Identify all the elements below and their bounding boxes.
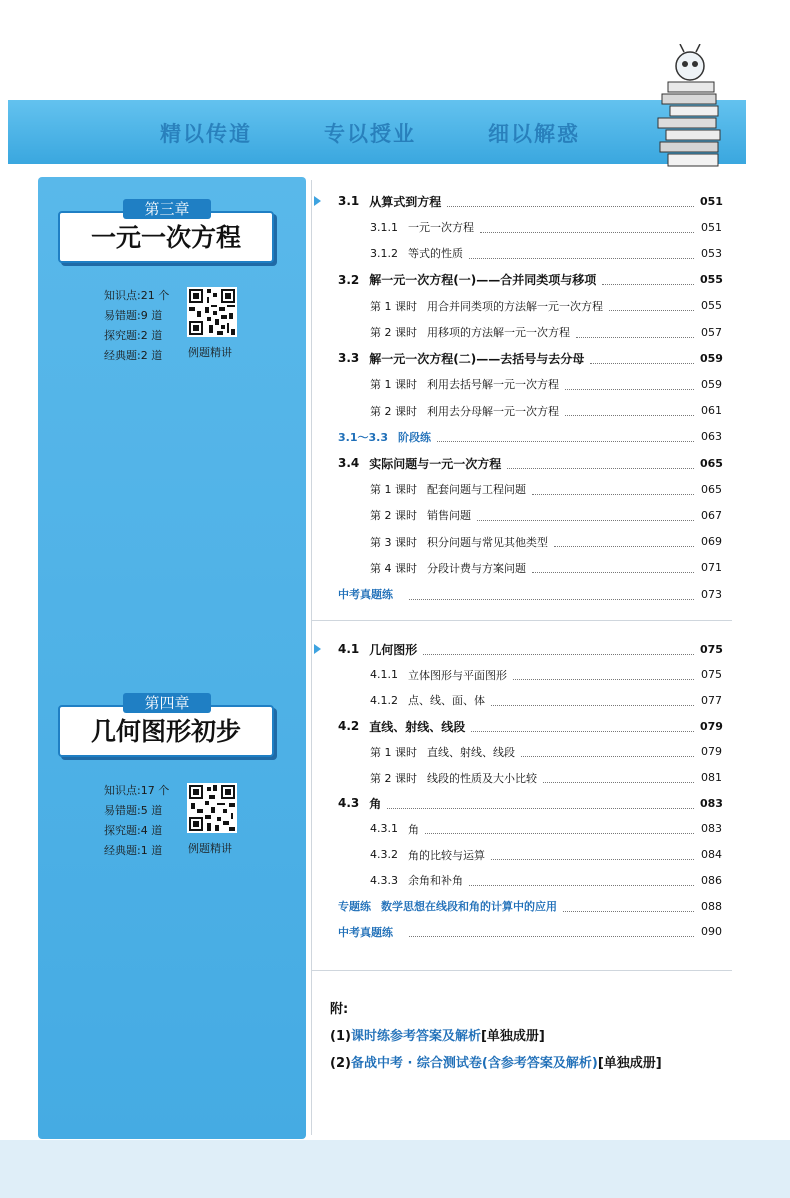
toc-leader-dots: [609, 300, 694, 311]
toc-entry-number: 第 4 课时: [370, 561, 417, 575]
toc-entry-title: 销售问题: [427, 509, 471, 523]
toc-leader-dots: [576, 327, 694, 338]
chapter-4-stats: [104, 781, 169, 861]
toc-entry-number: 3.3: [338, 351, 360, 366]
chapter-4-title: 几何图形初步: [58, 705, 274, 757]
toc-entry-page: 071: [701, 561, 722, 575]
toc-entry[interactable]: [338, 896, 722, 916]
toc-leader-dots: [590, 353, 694, 364]
toc-leader-dots: [563, 901, 694, 912]
toc-entry-number: 第 1 课时: [370, 299, 417, 313]
appendix-item-1[interactable]: [330, 1025, 545, 1044]
qr-code-icon[interactable]: [187, 287, 237, 337]
toc-entry-number: 第 2 课时: [370, 509, 417, 523]
stat-knowledge: 知识点:21 个: [104, 289, 170, 302]
toc-entry-title: 用移项的方法解一元一次方程: [427, 326, 570, 339]
toc-entry[interactable]: [370, 742, 722, 762]
toc-entry-number: 第 2 课时: [370, 326, 417, 339]
toc-entry-title: 角: [369, 796, 382, 811]
toc-entry-page: 079: [700, 719, 723, 733]
toc-entry-number: 第 3 课时: [370, 535, 417, 549]
toc-entry-page: 055: [700, 273, 723, 287]
banner-slogans: [160, 118, 580, 148]
stat-knowledge: 知识点:17 个: [104, 784, 170, 797]
toc-entry[interactable]: [338, 348, 722, 368]
toc-entry-page: 081: [701, 771, 722, 784]
toc-entry-title: 分段计费与方案问题: [427, 561, 526, 575]
toc-leader-dots: [477, 510, 694, 521]
toc-entry-page: 055: [701, 299, 722, 313]
toc-entry-title: 解一元一次方程(一)——合并同类项与移项: [369, 273, 597, 288]
toc-leader-dots: [507, 458, 694, 469]
toc-entry-number: 3.1.1: [370, 220, 398, 234]
toc-entry-number: 3.2: [338, 272, 360, 287]
table-of-contents: [312, 180, 732, 1135]
chapter-panel: [38, 177, 306, 1139]
toc-entry[interactable]: [338, 453, 722, 473]
toc-entry[interactable]: [370, 690, 722, 710]
toc-entry-number: 3.1: [338, 194, 360, 208]
toc-leader-dots: [447, 196, 694, 207]
toc-entry-title: 直线、射线、线段: [369, 719, 466, 734]
toc-entry[interactable]: [338, 793, 722, 813]
toc-entry[interactable]: [370, 845, 722, 865]
toc-entry-number: 第 1 课时: [370, 483, 417, 497]
toc-entry-title: 线段的性质及大小比较: [427, 771, 537, 785]
toc-entry-page: 086: [701, 873, 722, 887]
book-stack-illustration: [656, 44, 724, 172]
toc-entry-number: 中考真题练: [338, 925, 393, 939]
toc-leader-dots: [543, 772, 694, 783]
toc-entry[interactable]: [370, 532, 722, 552]
stat-classic: 经典题:2 道: [104, 349, 163, 362]
toc-leader-dots: [554, 536, 694, 547]
slogan-2: 专以授业: [324, 122, 416, 146]
toc-entry-page: 079: [701, 745, 722, 759]
chapter-3-stats: [104, 286, 169, 366]
stat-explore: 探究题:2 道: [104, 329, 163, 342]
toc-entry[interactable]: [370, 870, 722, 890]
stat-error-prone: 易错题:5 道: [104, 804, 163, 817]
qr-caption: 例题精讲: [188, 842, 232, 855]
toc-entry-number: 4.1: [338, 642, 360, 656]
toc-entry[interactable]: [370, 768, 722, 788]
toc-entry-title: 利用去括号解一元一次方程: [427, 378, 559, 392]
appendix-item-2[interactable]: [330, 1052, 662, 1071]
chapter-3-marker-icon: [314, 196, 321, 206]
toc-entry-title: 直线、射线、线段: [427, 745, 515, 759]
toc-entry-page: 063: [701, 430, 722, 444]
toc-entry-page: 059: [700, 351, 723, 365]
toc-entry[interactable]: [370, 819, 722, 839]
toc-leader-dots: [423, 644, 694, 655]
toc-entry-page: 075: [701, 668, 722, 682]
toc-leader-dots: [469, 875, 694, 886]
toc-leader-dots: [565, 405, 694, 416]
toc-entry-page: 073: [701, 587, 722, 601]
toc-entry-number: 3.1～3.3: [338, 430, 388, 444]
toc-entry-page: 059: [701, 377, 722, 391]
chapter-3-title: 一元一次方程: [58, 211, 274, 263]
toc-leader-dots: [513, 669, 694, 680]
toc-leader-dots: [521, 746, 694, 757]
toc-entry-title: 解一元一次方程(二)——去括号与去分母: [369, 351, 585, 366]
section-divider: [312, 970, 732, 971]
toc-leader-dots: [425, 823, 694, 834]
toc-leader-dots: [480, 222, 694, 233]
toc-entry-number: 专题练: [338, 900, 371, 913]
toc-entry-number: 中考真题练: [338, 588, 393, 601]
toc-entry-page: 057: [701, 325, 722, 339]
section-divider: [312, 620, 732, 621]
appendix-item-2-suffix: [单独成册]: [597, 1056, 662, 1071]
toc-entry-page: 067: [701, 508, 722, 522]
toc-entry-title: 从算式到方程: [369, 194, 442, 209]
toc-entry-title: 一元一次方程: [408, 221, 474, 235]
toc-entry-title: 实际问题与一元一次方程: [369, 456, 502, 471]
toc-entry-title: 积分问题与常见其他类型: [427, 535, 548, 549]
toc-entry-page: 061: [701, 404, 722, 418]
toc-leader-dots: [565, 379, 694, 390]
toc-leader-dots: [491, 849, 694, 860]
toc-entry-number: 第 1 课时: [370, 745, 417, 759]
qr-code-icon[interactable]: [187, 783, 237, 833]
stat-classic: 经典题:1 道: [104, 844, 163, 857]
toc-entry[interactable]: [370, 374, 722, 394]
toc-entry[interactable]: [370, 322, 722, 342]
toc-entry[interactable]: [370, 401, 722, 421]
qr-caption: 例题精讲: [188, 346, 232, 359]
toc-entry[interactable]: [338, 639, 722, 659]
toc-leader-dots: [471, 721, 694, 732]
stat-explore: 探究题:4 道: [104, 824, 163, 837]
toc-entry-page: 053: [701, 246, 722, 260]
toc-entry-page: 084: [701, 848, 722, 862]
toc-entry-page: 083: [700, 796, 723, 810]
toc-entry-page: 088: [701, 899, 722, 913]
toc-entry-title: 数学思想在线段和角的计算中的应用: [381, 900, 557, 913]
toc-entry-title: 余角和补角: [408, 874, 463, 888]
toc-entry[interactable]: [338, 191, 722, 211]
appendix-item-2-prefix: (2): [330, 1056, 351, 1071]
toc-entry[interactable]: [370, 665, 722, 685]
chapter-4-tag: 第四章: [123, 693, 211, 713]
toc-entry[interactable]: [370, 217, 722, 237]
toc-leader-dots: [437, 431, 694, 442]
toc-entry-number: 第 2 课时: [370, 771, 417, 785]
stat-error-prone: 易错题:9 道: [104, 309, 163, 322]
toc-entry[interactable]: [370, 243, 722, 263]
toc-entry-page: 069: [701, 535, 722, 549]
toc-entry[interactable]: [338, 716, 722, 736]
toc-entry-title: 等式的性质: [408, 247, 463, 261]
toc-leader-dots: [491, 695, 694, 706]
toc-entry-page: 051: [700, 194, 723, 208]
toc-leader-dots: [409, 589, 694, 600]
toc-entry-page: 065: [700, 456, 723, 470]
toc-leader-dots: [409, 926, 694, 937]
appendix-item-2-title: 备战中考 · 综合测试卷(含参考答案及解析): [350, 1056, 598, 1071]
footer-band: [0, 1140, 790, 1198]
toc-entry-page: 051: [701, 220, 722, 234]
toc-leader-dots: [602, 274, 694, 285]
slogan-3: 细以解惑: [488, 122, 580, 146]
toc-leader-dots: [532, 562, 694, 573]
toc-entry-title: 角的比较与运算: [408, 848, 485, 862]
toc-entry-title: 阶段练: [397, 430, 431, 444]
toc-entry[interactable]: [370, 296, 722, 316]
toc-entry[interactable]: [338, 270, 722, 290]
toc-entry-title: 配套问题与工程问题: [427, 483, 526, 497]
toc-entry-number: 4.1.2: [370, 693, 398, 707]
toc-entry-page: 077: [701, 693, 722, 707]
toc-entry-number: 3.1.2: [370, 246, 398, 260]
toc-entry-page: 065: [701, 482, 722, 496]
toc-entry-title: 点、线、面、体: [408, 694, 485, 708]
toc-entry-number: 4.1.1: [370, 668, 398, 682]
toc-entry-title: 几何图形: [369, 642, 418, 657]
toc-entry-title: 角: [408, 822, 419, 836]
toc-entry[interactable]: [338, 922, 722, 942]
toc-entry[interactable]: [370, 479, 722, 499]
chapter-3-tag: 第三章: [123, 199, 211, 219]
toc-entry-number: 4.3: [338, 796, 360, 811]
slogan-1: 精以传道: [160, 122, 252, 146]
toc-entry-number: 4.3.2: [370, 848, 398, 862]
toc-leader-dots: [532, 484, 694, 495]
toc-entry-page: 090: [701, 925, 722, 939]
appendix-item-1-title: 课时练参考答案及解析: [350, 1029, 481, 1044]
toc-entry[interactable]: [338, 584, 722, 604]
toc-leader-dots: [469, 248, 694, 259]
appendix-item-1-suffix: [单独成册]: [480, 1029, 545, 1044]
appendix-item-1-prefix: (1): [330, 1029, 351, 1044]
toc-entry[interactable]: [370, 505, 722, 525]
toc-entry-number: 第 1 课时: [370, 378, 417, 392]
toc-entry-number: 4.3.1: [370, 822, 398, 836]
appendix-label: 附:: [330, 1002, 349, 1017]
toc-entry-number: 3.4: [338, 456, 360, 470]
toc-leader-dots: [387, 798, 694, 809]
toc-entry-number: 第 2 课时: [370, 404, 417, 418]
toc-entry-title: 用合并同类项的方法解一元一次方程: [427, 299, 603, 313]
toc-entry[interactable]: [370, 558, 722, 578]
chapter-4-marker-icon: [314, 644, 321, 654]
toc-entry[interactable]: [338, 427, 722, 447]
toc-entry-title: 利用去分母解一元一次方程: [427, 404, 559, 418]
toc-entry-page: 075: [700, 642, 723, 656]
toc-entry-page: 083: [701, 822, 722, 836]
toc-entry-number: 4.2: [338, 719, 360, 734]
toc-entry-number: 4.3.3: [370, 873, 398, 887]
toc-entry-title: 立体图形与平面图形: [408, 668, 507, 682]
